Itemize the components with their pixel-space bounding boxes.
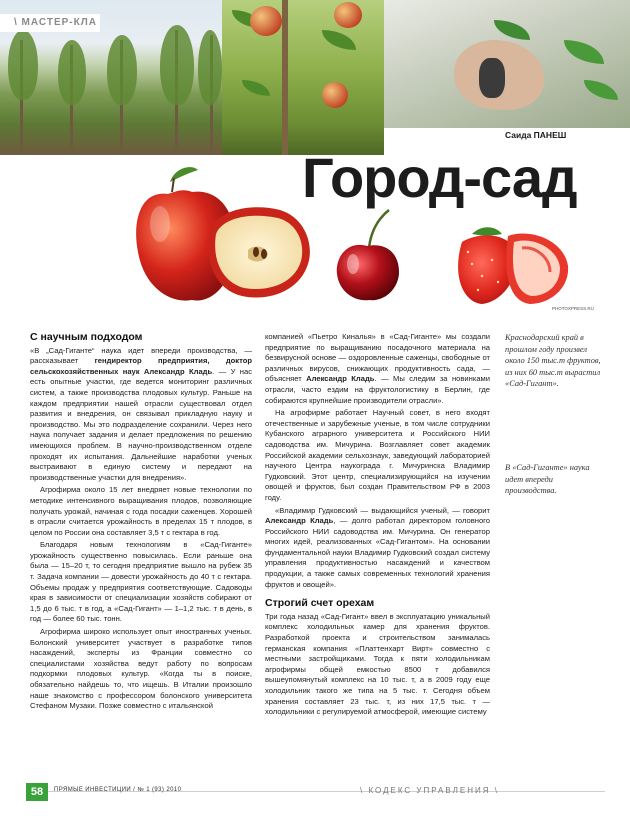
paragraph: компанией «Пьетро Киналья» в «Сад-Гиганте» мы создали предприятие по выращиванию посадочного материала на безвирусной основе — оздоровленные саженцы, свободные от различных вирусов, снижающих продуктивность сада, — объясняет Александр Кладь. — Мы следим за новинками отрасли, часто ездим на фруктологистику в Берлин, где собираются крупнейшие производители отрасли». [265, 332, 491, 405]
paragraph: Благодаря новым технологиям в «Сад-Гиганте» урожайность существенно повысилась. Если раньше она была — 15–20 т, то сегодня предприятие вышло на рубеж 35 т. Задача компании — довести урожайность до 40 т с гектара. Объемы продаж у предприятия соответствующие. Садоводы края в зависимости от специализации хозяйств собирают от 1,5 до 6 тыс. т в год, а «Сад-Гигант» — 1–1,2 тыс. т в день, в год — более 60 тыс. тонн. [30, 540, 252, 624]
photo-credit: PHOTOXPRESS.RU [552, 306, 594, 311]
seedling-in-hand-photo [384, 0, 630, 128]
section-tab: \ МАСТЕР-КЛА [0, 14, 100, 32]
pull-quote: Краснодарский край в прошлом году произвел около 150 тыс.т фруктов, из них 60 тыс.т вырастил «Сад-Гигант». [505, 333, 601, 389]
paragraph: Агрофирма около 15 лет внедряет новые технологии по методике интенсивного выращивания плодов, позволяющие получать урожай, начиная с года посадки саженцев. Хорошей в отрасли считается урожайность в пределах 15 т плодов, в целом по России она составляет 3,5 т с гектара в год. [30, 485, 252, 537]
page-title: Город-сад [302, 146, 577, 209]
author-name: Саида ПАНЕШ [505, 130, 567, 140]
page-number: 58 [26, 783, 48, 801]
strawberry-illustration [452, 224, 572, 308]
article-column-2 [265, 332, 490, 720]
cherry-illustration [333, 208, 403, 304]
section-heading: С научным подходом [30, 331, 143, 343]
section-heading: Строгий счет орехам [265, 597, 375, 610]
paragraph: Три года назад «Сад-Гигант» ввел в эксплуатацию уникальный комплекс холодильных камер для хранения фруктов. Разработкой проекта и строительством занималась германская компания «Платтенхарт Вирт» совместно с местными застройщиками. Тогда к пяти холодильникам агрофирмы общей емкостью 8500 т добавился вышеупомянутый комплекс на 10 тыс. т, а в 2009 году еще холодильник такого же типа на 5 тыс. т. Сегодня объем хранения составляет 23 тыс. т, из них 17,5 тыс. т — холодильники с регулируемой атмосферой, имеющие систему [265, 611, 490, 717]
footer-section: \ КОДЕКС УПРАВЛЕНИЯ \ [360, 786, 499, 795]
paragraph: На агрофирме работает Научный совет, в него входят отечественные и зарубежные ученые, в том числе сотрудники Кубанского аграрного университета и Российского НИИ садоводства им. Мичурина. Возглавляет совет академик Российской академии сельхознаук, заведующий лабораторией научного Центра наукограда г. Мичуринска Владимир Гудковский. Этот центр, специализирующийся на изучении овощей и фруктов, был создан Правительством РФ в 2003 году. [265, 408, 490, 502]
paragraph: «Владимир Гудковский — выдающийся ученый, — говорит Александр Кладь, — долго работал директором головного Российского НИИ садоводства им. Мичурина. Он генератор многих идей, реализованных «Сад-Гигантом». На основании фундаментальной науки Владимир Гудковский создал систему управления продуктивностью насаждений и качеством продукции, а также самых современных технологий хранения фруктов и овощей». [265, 505, 490, 589]
paragraph: Агрофирма широко использует опыт иностранных ученых. Болонский университет участвует в разработке типов насаждений, эксперты из Франции совместно со специалистами хозяйства ведут работу по вопросам подкормки плодовых культур. «Когда ты в поиске, обязательно найдешь то, что ищешь. В Италии произошло наше знакомство с профессором болонского университета Стефаном Музаки. Позже совместно с итальянской [30, 627, 252, 711]
magazine-issue: ПРЯМЫЕ ИНВЕСТИЦИИ / № 1 (93) 2010 [54, 787, 182, 793]
apple-tree-photo [222, 0, 384, 155]
paragraph: «В „Сад-Гиганте“ наука идет впереди производства, — рассказывает гендиректор предприятия, доктор сельскохозяйственных наук Александр Кладь. — У нас есть опытные участки, где ведется мониторинг различных систем, а также производства плодовых культур. Раньше на каждом предприятии нашей отрасли существовал отдел развития и внедрения, он связывал прикладную науку и производство. Мы это подразделение сохранили. Через него наука получает задания и делает предложения по решению имеющихся проблем. В научно-производственном отделе проходят их испытания. Дальнейшие наработки ученых выстраивают в единую систему и передают на производственные участки для внедрения». [30, 345, 252, 482]
apple-illustration [130, 162, 315, 312]
article-column-1 [30, 332, 252, 714]
pull-quote: В «Сад-Гиганте» наука идет впереди производства. [505, 463, 590, 496]
